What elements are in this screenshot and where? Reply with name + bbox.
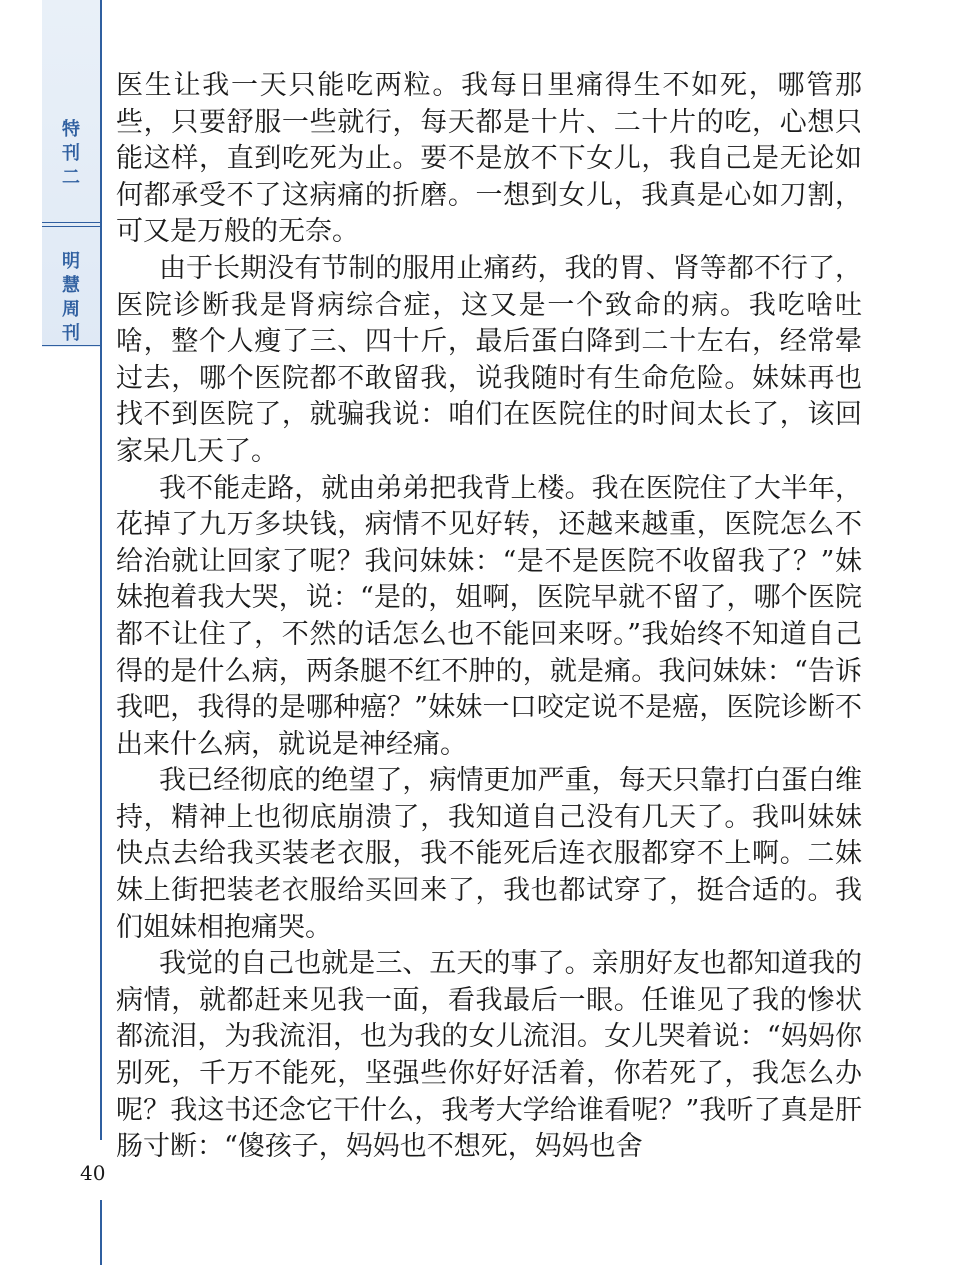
sidebar-char: 二	[62, 167, 80, 188]
sidebar-char: 刊	[62, 143, 80, 164]
sidebar-char: 刊	[62, 323, 80, 344]
sidebar-divider	[42, 226, 100, 227]
paragraph: 医生让我一天只能吃两粒。我每日里痛得生不如死，哪管那些，只要舒服一些就行，每天都是十片、二十片的吃，心想只能这样，直到吃死为止。要不是放不下女儿，我自己是无论如何都承受不了这病痛的折磨。一想到女儿，我真是心如刀割，可又是万般的无奈。	[116, 70, 862, 248]
paragraph: 我不能走路，就由弟弟把我背上楼。我在医院住了大半年，花掉了九万多块钱，病情不见好转，还越来越重，医院怎么不给治就让回家了呢？我问妹妹：“是不是医院不收留我了？”妹妹抱着我大哭，说：“是的，姐啊，医院早就不留了，哪个医院都不让住了，不然的话怎么也不能回来呀。”我始终不知道自己得的是什么病，两条腿不红不肿的，就是痛。我问妹妹：“告诉我吧，我得的是哪种癌？”妹妹一口咬定说不是癌，医院诊断不出来什么病，就说是神经痛。	[116, 472, 862, 760]
page-number: 40	[80, 1161, 106, 1185]
sidebar-char: 特	[62, 119, 80, 140]
sidebar-vertical-rule	[100, 0, 102, 1265]
paragraph: 由于长期没有节制的服用止痛药，我的胃、肾等都不行了，医院诊断我是肾病综合症，这又是一个致命的病。我吃啥吐啥，整个人瘦了三、四十斤，最后蛋白降到二十左右，经常晕过去，哪个医院都不敢留我，说我随时有生命危险。妹妹再也找不到医院了，就骗我说：咱们在医院住的时间太长了，该回家呆几天了。	[116, 252, 862, 467]
paragraph: 我已经彻底的绝望了，病情更加严重，每天只靠打白蛋白维持，精神上也彻底崩溃了，我知道自己没有几天了。我叫妹妹快点去给我买装老衣服，我不能死后连衣服都穿不上啊。二妹妹上街把装老衣服给买回来了，我也都试穿了，挺合适的。我们姐妹相抱痛哭。	[116, 765, 862, 943]
sidebar-label-special-issue	[42, 118, 100, 190]
sidebar-label-weekly	[42, 250, 100, 346]
body-text	[116, 68, 862, 1166]
sidebar-char: 周	[62, 299, 80, 320]
sidebar-char: 慧	[62, 275, 80, 296]
sidebar-char: 明	[62, 251, 80, 272]
paragraph: 我觉的自己也就是三、五天的事了。亲朋好友也都知道我的病情，就都赶来见我一面，看我最后一眼。任谁见了我的惨状都流泪，为我流泪，也为我的女儿流泪。女儿哭着说：“妈妈你别死，千万不能死，坚强些你好好活着，你若死了，我怎么办呢？我这书还念它干什么，我考大学给谁看呢？”我听了真是肝肠寸断：“傻孩子，妈妈也不想死，妈妈也舍	[116, 948, 862, 1163]
sidebar-divider	[42, 222, 100, 223]
